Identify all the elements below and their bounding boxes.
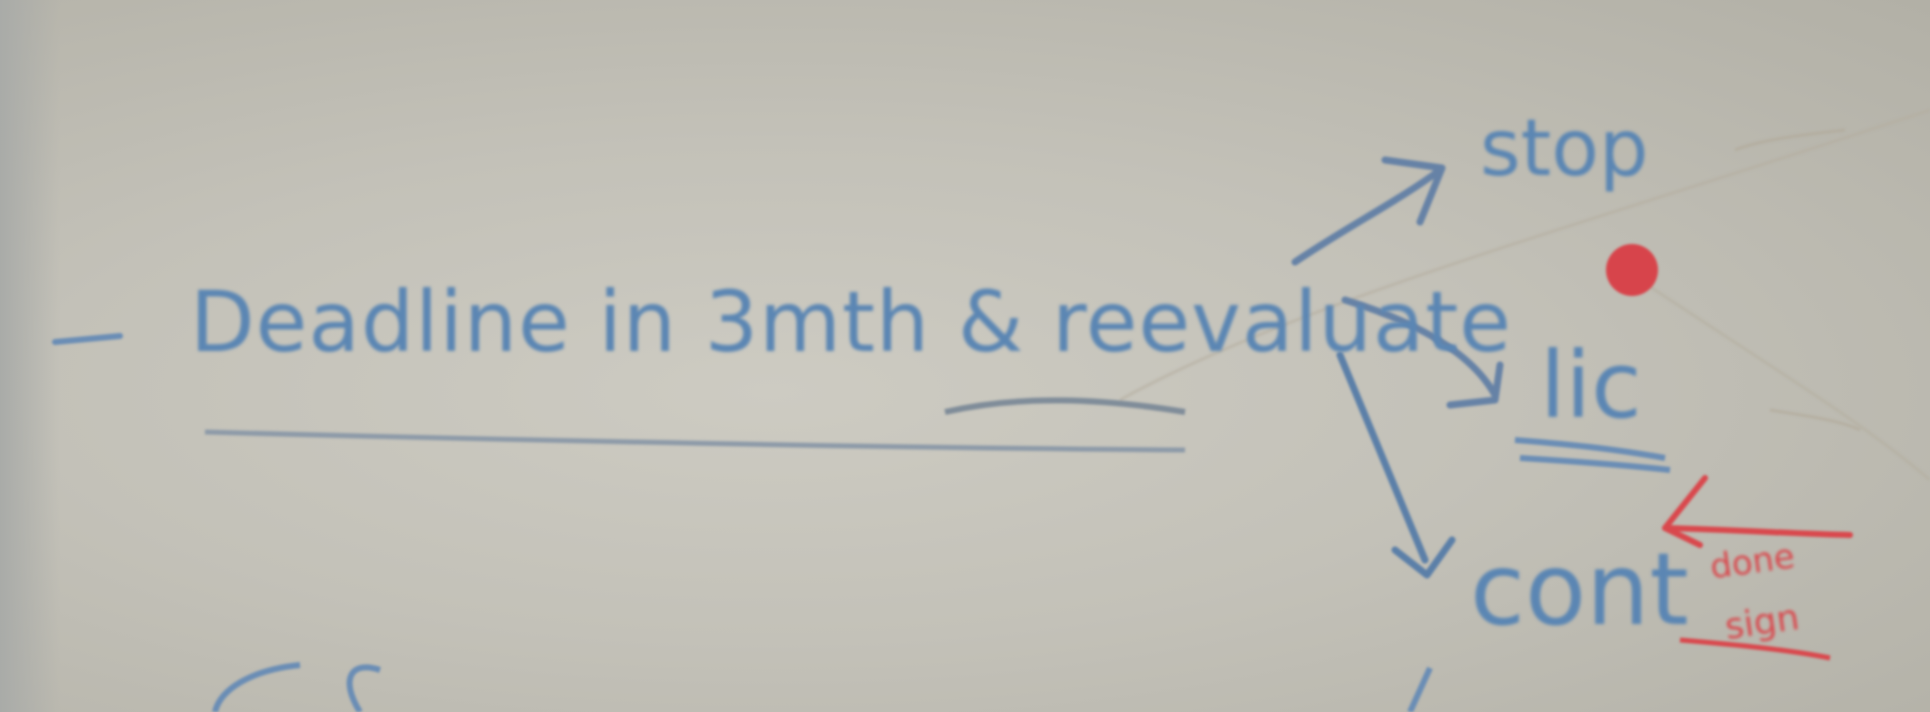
option-cont: cont [1470, 531, 1689, 648]
arrow-to-cont [1340, 355, 1425, 560]
note-text: Deadline in 3mth & reevaluate [190, 273, 1512, 371]
faint-pencil [1770, 410, 1860, 430]
partial-ink [350, 667, 380, 712]
red-dot-marker [1606, 244, 1658, 296]
faint-pencil [1735, 130, 1845, 150]
partial-ink [215, 665, 300, 712]
faint-guide-line [1640, 280, 1930, 480]
red-note-sign: sign [1722, 597, 1802, 648]
lic-underline [1515, 440, 1665, 458]
red-note-done: done [1707, 536, 1798, 588]
option-lic: lic [1540, 332, 1642, 439]
note-underline [205, 432, 1185, 450]
bullet-dash [55, 336, 120, 342]
arrow-to-stop [1295, 170, 1440, 262]
lic-underline [1520, 458, 1670, 470]
partial-ink [1410, 668, 1430, 712]
note-underline [945, 400, 1185, 412]
red-arrow [1665, 528, 1850, 535]
option-stop: stop [1480, 104, 1649, 194]
